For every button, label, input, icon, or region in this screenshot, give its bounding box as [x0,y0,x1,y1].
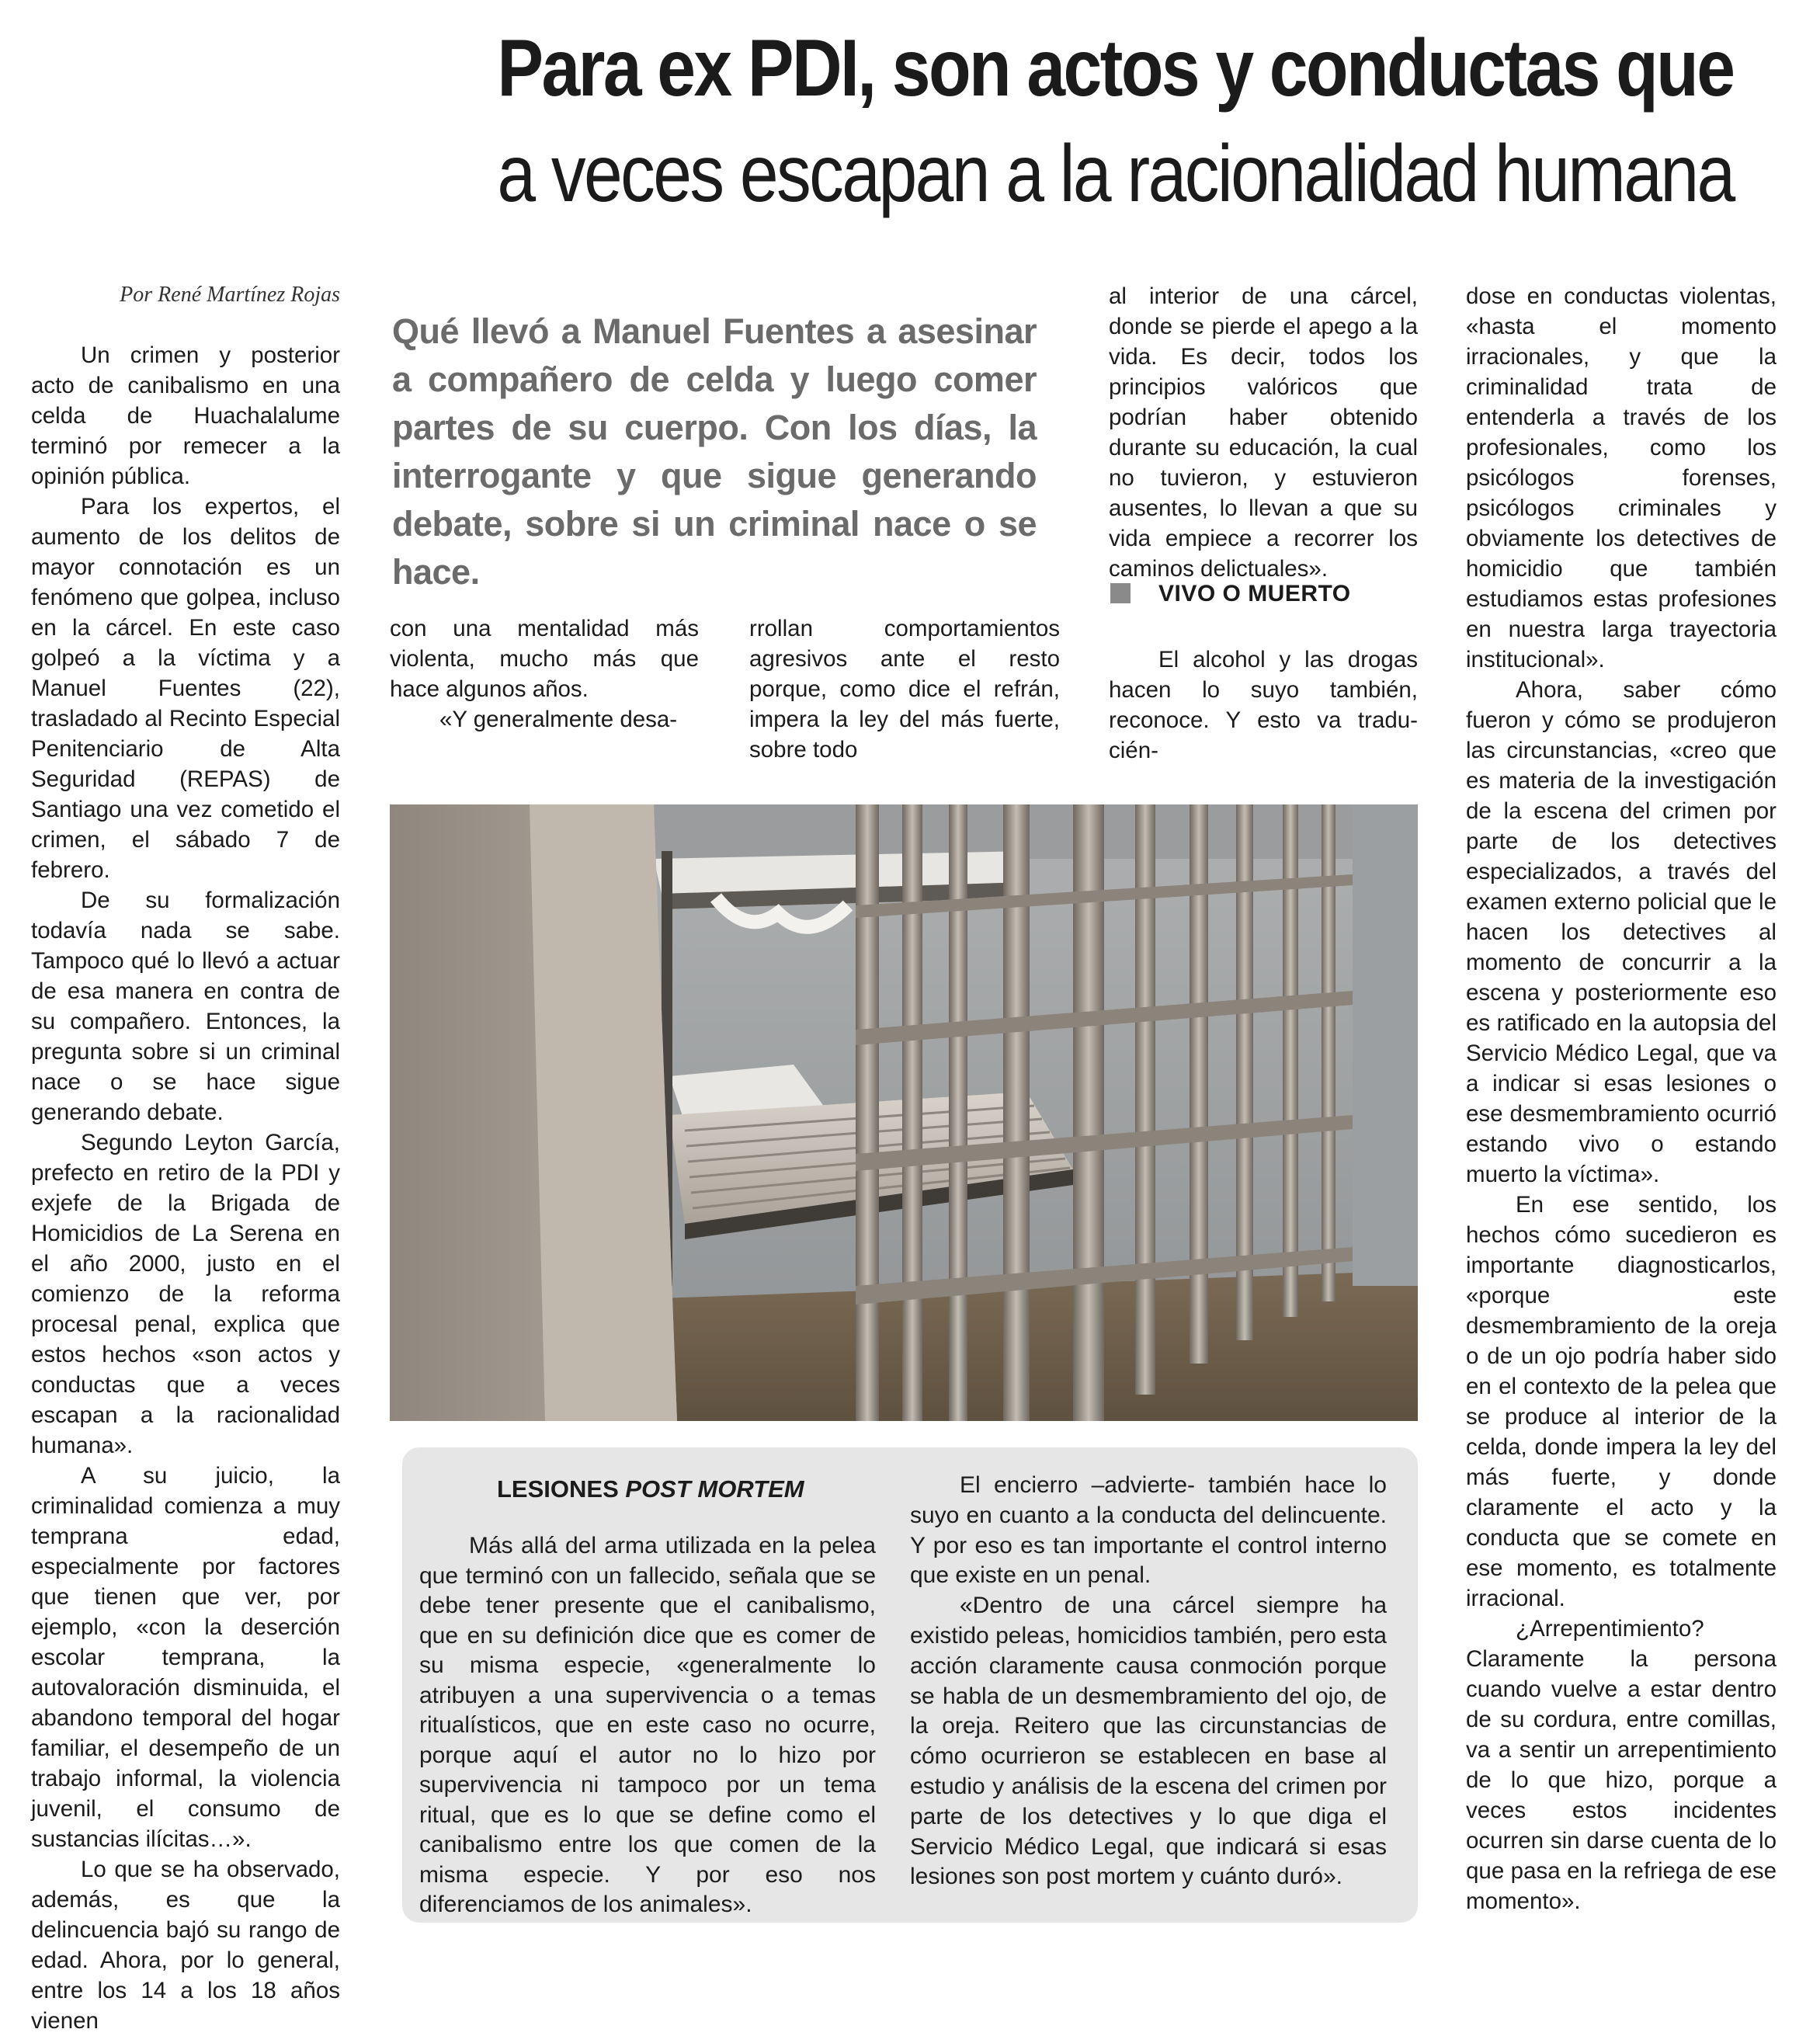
sidebar-box-right-column [910,1471,1387,1892]
paragraph: dose en conductas violentas, «hasta el momento irracionales, y que la criminalidad trata de entenderla a través de los profesionales, como los psicólogos forenses, psicólogos criminales y obviamente los detectives de homicidio que también estudiamos estas profesiones en nuestra larga trayectoria institucional». [1466,283,1777,672]
square-bullet-icon [1110,583,1131,603]
section-subhead [1110,581,1351,607]
article-lead: Qué llevó a Manuel Fuentes a asesinar a compañero de celda y luego comer partes de su cuerpo. Con los días, la interrogante y que sigue generando debate, sobre si un criminal nace o se hace. [392,311,1037,592]
article-column-1 [31,340,340,2036]
headline-line-2: a veces escapan a la racionalidad humana [497,129,1734,220]
article-column-5 [1466,281,1777,1916]
paragraph: al interior de una cárcel, donde se pierde el apego a la vida. Es decir, todos los principios valóricos que podrían haber obtenido durante su educación, la cual no tuvieron, y estuvieron ausentes, lo llevan a que su vida empiece a recorrer los caminos delictuales». [1109,283,1418,582]
sidebar-box-title [497,1475,804,1503]
subhead-text: VIVO O MUERTO [1158,581,1351,606]
paragraph: con una mentalidad más violenta, mucho más que hace algunos años. [390,616,699,702]
paragraph: «Y generalmente desa- [439,707,678,732]
paragraph: Lo que se ha observado, además, es que la delincuencia bajó su rango de edad. Ahora, por lo general, entre los 14 a los 18 años vienen [31,1857,340,2034]
paragraph: Para los expertos, el aumento de los delitos de mayor connotación es un fenómeno que golpea, incluso en la cárcel. En este caso golpeó a la víctima y a Manuel Fuentes (22), trasladado al Recinto Especial Penitenciario de Alta Seguridad (REPAS) de Santiago una vez cometido el crimen, el sábado 7 de febrero. [31,494,340,883]
paragraph: Más allá del arma utilizada en la pelea que terminó con un fallecido, señala que se debe tener presente que el canibalismo, que en su definición dice que es comer de su misma especie, «generalmente lo atribuyen a una supervivencia o a temas ritualísticos, que en este caso no ocurre, porque aquí el autor no lo hizo por supervivencia ni tampoco por un tema ritual, que es lo que se define como el canibalismo entre los que comen de la misma especie. Y por eso nos diferenciamos de los animales». [419,1533,876,1917]
article-column-2 [390,613,699,735]
paragraph: El encierro –advierte- también hace lo suyo en cuanto a la conducta del delincuente. Y por eso es tan importante el control interno que existe en un penal. [910,1472,1387,1589]
paragraph: A su juicio, la criminalidad comienza a muy temprana edad, especialmente por factores que tienen que ver, por ejemplo, «con la deserción escolar temprana, la autovaloración disminuida, el abandono temporal del hogar familiar, el desempeño de un trabajo informal, la violencia juvenil, el consumo de sustancias ilícitas…». [31,1463,340,1852]
paragraph: En ese sentido, los hechos cómo sucedieron es importante diagnosticarlos, «porque este desmembramiento de la oreja o de un ojo podría haber sido en el contexto de la pelea que se produce al interior de la celda, donde impera la ley del más fuerte, y donde claramente el acto y la conducta que se comete en ese momento, es totalmente irracional. [1466,1192,1777,1611]
paragraph: ¿Arrepentimiento? Claramente la persona cuando vuelve a estar dentro de su cordura, entre comillas, va a sentir un arrepentimiento de lo que hizo, porque a veces estos incidentes ocurren sin darse cuenta de lo que pasa en la refriega de ese momento». [1466,1616,1777,1914]
article-column-4-top [1109,281,1418,584]
byline: Por René Martínez Rojas [120,283,340,307]
headline [404,23,1739,220]
paragraph: «Dentro de una cárcel siempre ha existido peleas, homicidios también, pero esta acción claramente causa conmoción porque se habla de un desmembramiento del ojo, de la oreja. Reitero que las circunstancias de cómo ocurrieron se establecen en base al estudio y análisis de la escena del crimen por parte de los detectives y lo que diga el Servicio Médico Legal, que indicará si esas lesiones son post mortem y cuánto duró». [910,1593,1387,1890]
paragraph: Ahora, saber cómo fueron y cómo se produjeron las circunstancias, «creo que es materia de la investigación de la escena del crimen por parte de los detectives especializados, a través del examen externo policial que le hacen los detectives al momento de concurrir a la escena y posteriormente eso es ratificado en la autopsia del Servicio Médico Legal, que va a indicar si esas lesiones o ese desmembramiento ocurrió estando vivo o estando muerto la víctima». [1466,677,1777,1187]
paragraph: Segundo Leyton García, prefecto en retiro de la PDI y exjefe de la Brigada de Homicidios de La Serena en el año 2000, justo en el comienzo de la reforma procesal penal, explica que estos hechos «son actos y conductas que a veces escapan a la racionalidad humana». [31,1130,340,1458]
paragraph: rrollan comportamientos agresivos ante el resto porque, como dice el refrán, impera la ley del más fuerte, sobre todo [749,616,1060,763]
paragraph: Un crimen y posterior acto de canibalismo en una celda de Huachalalume terminó por remecer a la opinión pública. [31,342,340,489]
box-title-italic: POST MORTEM [625,1475,804,1503]
article-column-4-bottom [1109,645,1418,766]
headline-line-1: Para ex PDI, son actos y conductas que [497,23,1734,113]
sidebar-box-left-column [419,1531,876,1920]
prison-cell-photo [390,804,1418,1421]
prison-cell-illustration [390,804,1418,1421]
paragraph: De su formalización todavía nada se sabe. Tampoco qué lo llevó a actuar de esa manera en contra de su compañero. Entonces, la pregunta sobre si un criminal nace o se hace sigue generando debate. [31,888,340,1125]
article-column-3 [749,613,1060,765]
paragraph: El alcohol y las drogas hacen lo suyo también, reconoce. Y esto va traducién- [1109,647,1418,763]
box-title-plain: LESIONES [497,1475,626,1503]
